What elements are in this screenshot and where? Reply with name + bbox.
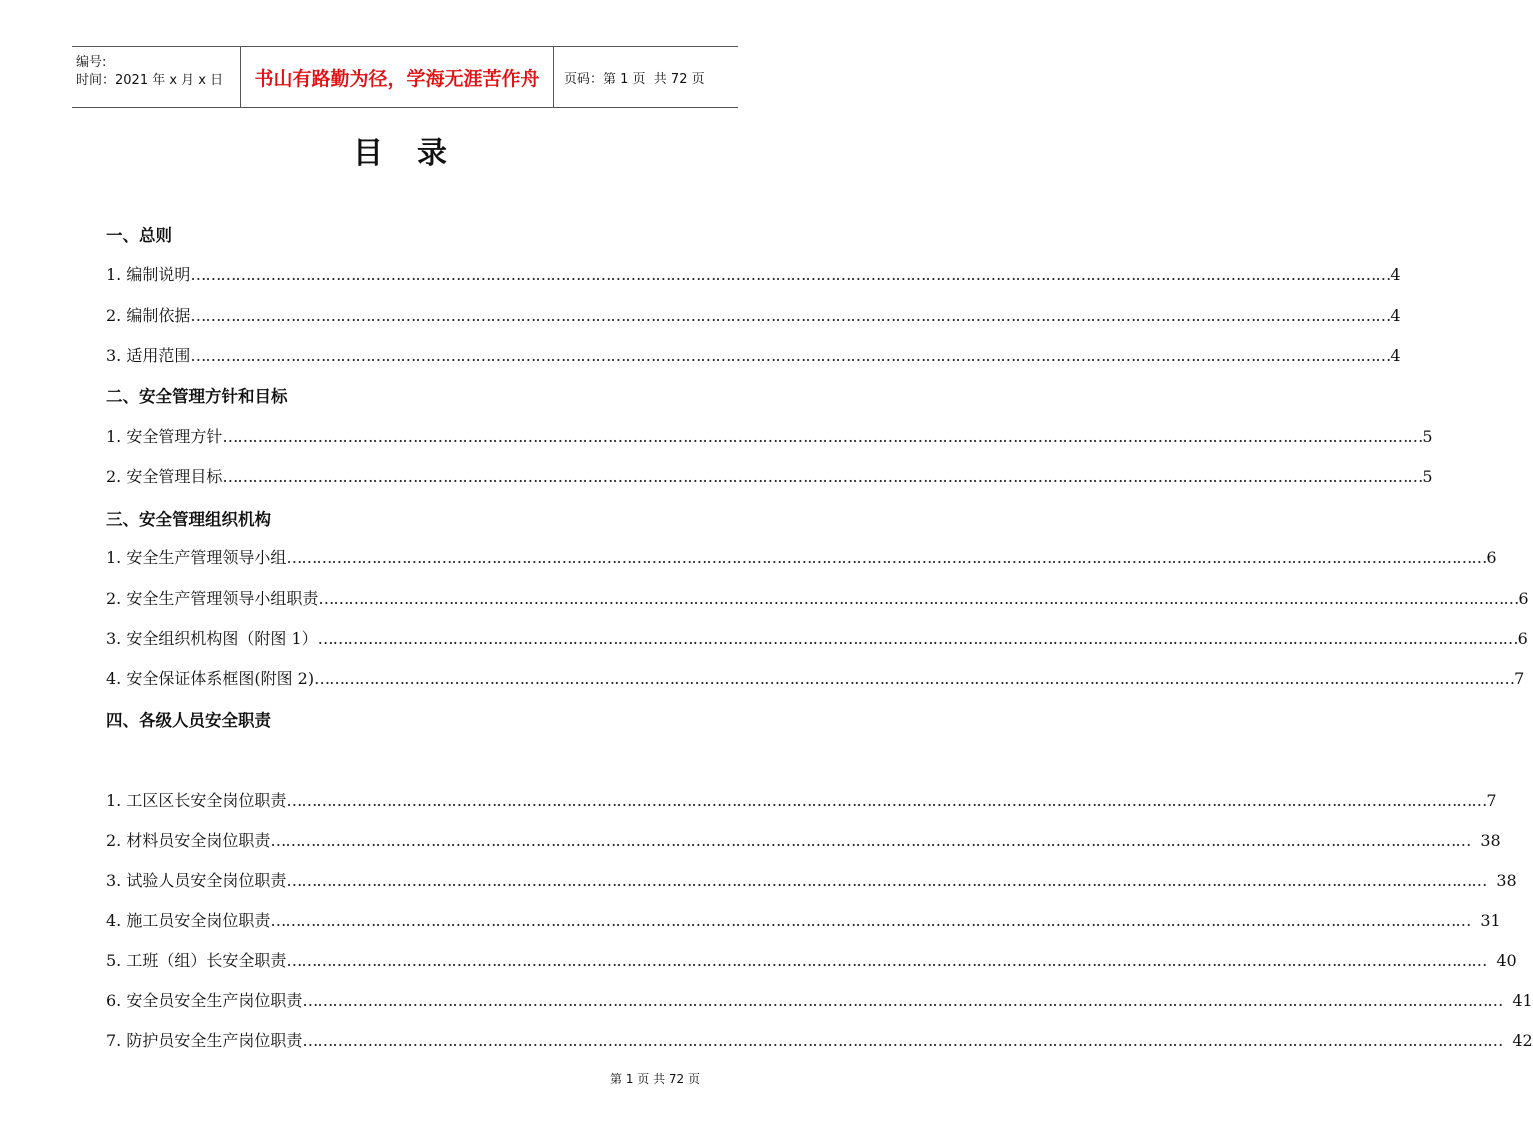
toc-entry-label: 3. 适用范围: [106, 346, 191, 365]
header-page-info: 页码：第 1 页 共 72 页: [564, 71, 705, 87]
toc-leader-dots: ……………………………………………………………………………………………………………………………………………………………………………………………………………………: [286, 548, 1487, 567]
toc-leader-dots: ……………………………………………………………………………………………………………………………………………………………………………………………………………………: [190, 346, 1391, 365]
toc-entry[interactable]: [106, 424, 1433, 447]
toc-entry-label: 4. 施工员安全岗位职责: [106, 911, 271, 930]
toc-entry[interactable]: [106, 464, 1433, 487]
toc-entry-page: 6: [1518, 589, 1529, 608]
toc-entry-page: 31: [1480, 911, 1501, 930]
toc-entry-page: 38: [1480, 831, 1501, 850]
toc-leader-dots: ……………………………………………………………………………………………………………………………………………………………………………………………………………………: [286, 791, 1487, 810]
toc-entry-page: 6: [1486, 548, 1497, 567]
toc-entry[interactable]: [106, 666, 1525, 689]
toc-entry-label: 2. 材料员安全岗位职责: [106, 831, 271, 850]
toc-entry-page: 38: [1496, 871, 1517, 890]
toc-leader-dots: ……………………………………………………………………………………………………………………………………………………………………………………………………………………: [222, 427, 1423, 446]
toc-leader-dots: ……………………………………………………………………………………………………………………………………………………………………………………………………………………: [286, 951, 1487, 970]
toc-entry-label: 3. 试验人员安全岗位职责: [106, 871, 287, 890]
toc-entry[interactable]: [106, 1028, 1533, 1051]
header-motto: 书山有路勤为径，学海无涯苦作舟: [241, 47, 554, 107]
toc-entry[interactable]: [106, 343, 1401, 366]
toc-entry[interactable]: [106, 303, 1401, 326]
toc-entry[interactable]: [106, 948, 1517, 971]
toc-entry[interactable]: [106, 626, 1528, 649]
toc-entry-page: 4: [1390, 346, 1401, 365]
toc-leader-dots: ……………………………………………………………………………………………………………………………………………………………………………………………………………………: [270, 911, 1471, 930]
toc-entry[interactable]: [106, 262, 1401, 285]
toc-entry-label: 1. 编制说明: [106, 265, 191, 284]
toc-entry-label: 1. 安全管理方针: [106, 427, 223, 446]
section-heading: 四、各级人员安全职责: [106, 711, 271, 730]
toc-entry-page: 4: [1390, 306, 1401, 325]
toc-entry-label: 3. 安全组织机构图（附图 1）: [106, 629, 318, 648]
page-header: [72, 46, 738, 108]
toc-entry-page: 4: [1390, 265, 1401, 284]
toc-entry[interactable]: [106, 586, 1529, 609]
toc-entry[interactable]: [106, 545, 1497, 568]
toc-entry-label: 2. 编制依据: [106, 306, 191, 325]
toc-entry-label: 7. 防护员安全生产岗位职责: [106, 1031, 303, 1050]
toc-entry-page: 5: [1422, 427, 1433, 446]
toc-entry-label: 2. 安全生产管理领导小组职责: [106, 589, 319, 608]
toc-entry-page: 7: [1514, 669, 1525, 688]
section-heading: 二、安全管理方针和目标: [106, 387, 288, 406]
toc-entry-page: 5: [1422, 467, 1433, 486]
toc-leader-dots: ……………………………………………………………………………………………………………………………………………………………………………………………………………………: [190, 265, 1391, 284]
toc-leader-dots: ……………………………………………………………………………………………………………………………………………………………………………………………………………………: [302, 991, 1503, 1010]
toc-entry-page: 41: [1512, 991, 1533, 1010]
toc-entry-page: 42: [1512, 1031, 1533, 1050]
toc-entry[interactable]: [106, 988, 1533, 1011]
toc-leader-dots: ……………………………………………………………………………………………………………………………………………………………………………………………………………………: [286, 871, 1487, 890]
toc-entry-label: 1. 工区区长安全岗位职责: [106, 791, 287, 810]
section-heading: 一、总则: [106, 226, 172, 245]
toc-entry-label: 4. 安全保证体系框图(附图 2): [106, 669, 315, 688]
toc-leader-dots: ……………………………………………………………………………………………………………………………………………………………………………………………………………………: [314, 669, 1515, 688]
toc-leader-dots: ……………………………………………………………………………………………………………………………………………………………………………………………………………………: [302, 1031, 1503, 1050]
toc-entry-label: 2. 安全管理目标: [106, 467, 223, 486]
toc-entry[interactable]: [106, 908, 1501, 931]
toc-leader-dots: ……………………………………………………………………………………………………………………………………………………………………………………………………………………: [317, 629, 1518, 648]
number-label: 编号:: [76, 55, 107, 70]
time-label: 时间：2021 年 x 月 x 日: [76, 73, 224, 88]
toc-leader-dots: ……………………………………………………………………………………………………………………………………………………………………………………………………………………: [270, 831, 1471, 850]
toc-entry[interactable]: [106, 828, 1501, 851]
toc-entry-page: 6: [1517, 629, 1528, 648]
page-footer: 第 1 页 共 72 页: [610, 1072, 700, 1086]
toc-leader-dots: ……………………………………………………………………………………………………………………………………………………………………………………………………………………: [190, 306, 1391, 325]
section-heading: 三、安全管理组织机构: [106, 510, 271, 529]
toc-entry-label: 5. 工班（组）长安全职责: [106, 951, 287, 970]
toc-entry-label: 1. 安全生产管理领导小组: [106, 548, 287, 567]
toc-entry[interactable]: [106, 868, 1517, 891]
page-title: 目录: [353, 136, 481, 171]
toc-entry-page: 7: [1486, 791, 1497, 810]
header-meta-cell: [72, 47, 241, 107]
toc-leader-dots: ……………………………………………………………………………………………………………………………………………………………………………………………………………………: [318, 589, 1519, 608]
toc-entry[interactable]: [106, 788, 1497, 811]
toc-leader-dots: ……………………………………………………………………………………………………………………………………………………………………………………………………………………: [222, 467, 1423, 486]
toc-entry-label: 6. 安全员安全生产岗位职责: [106, 991, 303, 1010]
header-page-cell: [554, 47, 738, 107]
toc-entry-page: 40: [1496, 951, 1517, 970]
